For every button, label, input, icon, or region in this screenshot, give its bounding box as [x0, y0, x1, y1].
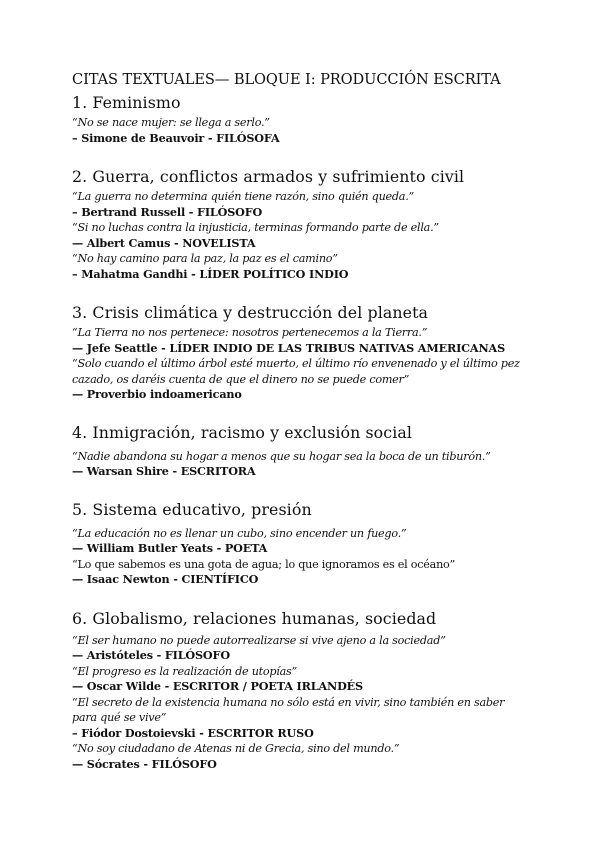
document-title: CITAS TEXTUALES— BLOQUE I: PRODUCCIÓN ESCRITA	[72, 71, 501, 88]
quote-text: “No se nace mujer: se llega a serlo.”	[72, 116, 270, 129]
quote-text: “No soy ciudadano de Atenas ni de Grecia, sino del mundo.”	[72, 742, 400, 755]
section-heading: 6. Globalismo, relaciones humanas, sociedad	[72, 608, 437, 628]
section-heading: 4. Inmigración, racismo y exclusión social	[72, 422, 413, 442]
section-crisis-climatica	[72, 302, 532, 403]
quote-text: “La Tierra no nos pertenece: nosotros pertenecemos a la Tierra.”	[72, 326, 428, 339]
section-globalismo	[72, 608, 532, 773]
quote-author: — Sócrates - FILÓSOFO	[72, 756, 217, 771]
quote-author: – Fiódor Dostoievski - ESCRITOR RUSO	[72, 725, 314, 740]
section-guerra	[72, 166, 532, 282]
quote-text: “No hay camino para la paz, la paz es el camino”	[72, 252, 338, 265]
document-page	[72, 70, 532, 772]
quote-text: “Lo que sabemos es una gota de agua; lo que ignoramos es el océano”	[72, 557, 455, 571]
quote-author: — Isaac Newton - CIENTÍFICO	[72, 572, 259, 586]
quote-text: “Nadie abandona su hogar a menos que su hogar sea la boca de un tiburón.”	[72, 449, 491, 463]
section-heading: 2. Guerra, conflictos armados y sufrimiento civil	[72, 167, 465, 186]
quote-author: — William Butler Yeats - POETA	[72, 541, 268, 555]
section-heading: 3. Crisis climática y destrucción del planeta	[72, 303, 429, 322]
quote-author: — Albert Camus - NOVELISTA	[72, 235, 256, 250]
quote-author: – Bertrand Russell - FILÓSOFO	[72, 204, 263, 219]
quote-text: “El ser humano no puede autorrealizarse si vive ajeno a la sociedad”	[72, 633, 446, 647]
quote-text: “El progreso es la realización de utopías”	[72, 664, 297, 678]
quote-author: — Oscar Wilde - ESCRITOR / POETA IRLANDÉS	[72, 679, 363, 693]
quote-author: — Jefe Seattle - LÍDER INDIO DE LAS TRIBUS NATIVAS AMERICANAS	[72, 340, 506, 355]
section-inmigracion	[72, 422, 532, 480]
quote-author: — Aristóteles - FILÓSOFO	[72, 648, 230, 662]
quote-text: “La educación no es llenar un cubo, sino encender un fuego.”	[72, 526, 407, 540]
quote-author: — Proverbio indoamericano	[72, 387, 242, 401]
quote-author: – Mahatma Gandhi - LÍDER POLÍTICO INDIO	[72, 266, 349, 281]
quote-author: — Warsan Shire - ESCRITORA	[72, 464, 256, 478]
quote-text: “Solo cuando el último árbol esté muerto, el último río envenenado y el último pez cazado, os daréis cuenta de que el dinero no se puede comer”	[72, 357, 520, 386]
section-heading: 5. Sistema educativo, presión	[72, 499, 312, 519]
section-heading: 1. Feminismo	[72, 93, 181, 112]
quote-text: “El secreto de la existencia humana no sólo está en vivir, sino también en saber para qué se vive”	[72, 695, 505, 724]
quote-text: “Si no luchas contra la injusticia, terminas formando parte de ella.”	[72, 221, 439, 234]
quote-text: “La guerra no determina quién tiene razón, sino quién queda.”	[72, 190, 415, 203]
quote-author: – Simone de Beauvoir - FILÓSOFA	[72, 130, 280, 145]
section-feminismo	[72, 92, 532, 146]
section-sistema-educativo	[72, 499, 532, 588]
